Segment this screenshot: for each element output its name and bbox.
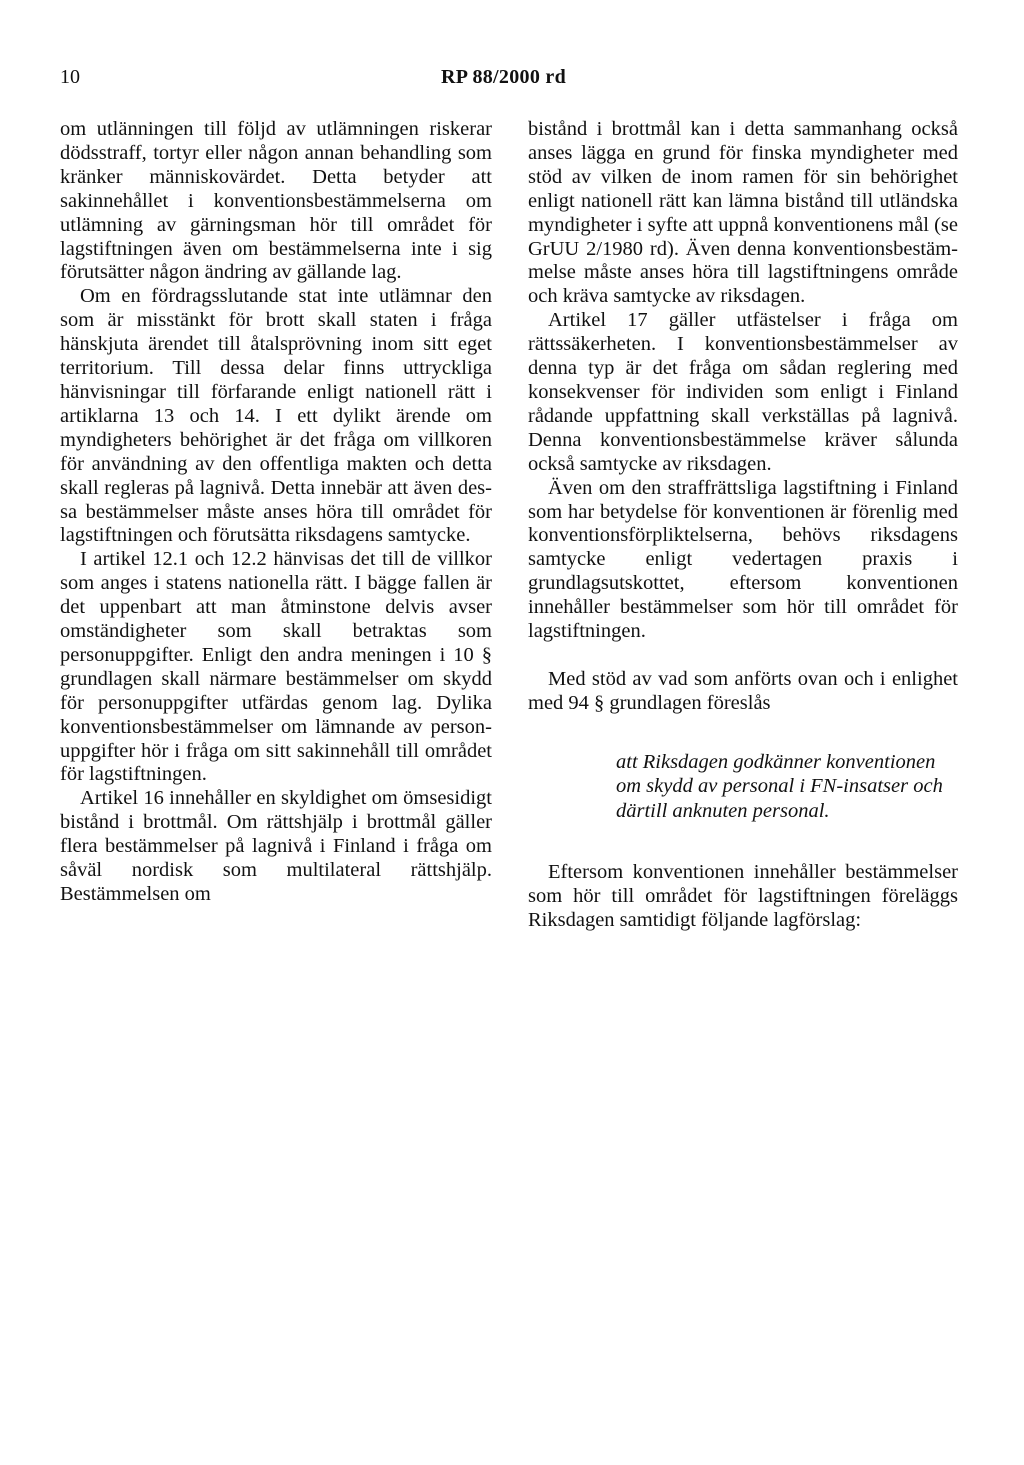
paragraph: om utlänningen till följd av utlämningen riskerar dödsstraff, tortyr eller någon annan behandling som kränker människovärdet. Detta betyder att sakinnehållet i konventionsbestämmelserna om utlämning av gärningsman hör till området för lagstiftningen även om bestämmelserna inte i sig förutsätter någon ändring av gällande lag. bbox=[60, 118, 492, 284]
proposal-clause: att Riksdagen godkänner konventionen om skydd av personal i FN-insatser och därtill anknuten personal. bbox=[616, 750, 943, 822]
document-id: RP 88/2000 rd bbox=[441, 66, 567, 88]
paragraph: Om en fördragsslutande stat inte utlämnar den som är misstänkt för brott skall staten i fråga hänskjuta ärendet till åtalsprövning inom sitt eget territorium. Till dessa delar finns uttryckliga hänvisningar till förfarande enligt nationell rätt i artiklarna 13 och 14. I ett dylikt ärende om myndigheters behörighet är det fråga om villkoren för användning av den offentliga makten och detta skall regleras på lagnivå. Detta innebär att även dessa bestämmelser måste anses höra till området för lagstiftningen och förutsätta riksdagens samtycke. bbox=[60, 285, 492, 547]
page-number: 10 bbox=[60, 66, 80, 88]
paragraph: I artikel 12.1 och 12.2 hänvisas det till de villkor som anges i statens nationella rätt. I bägge fallen är det uppenbart att man åtminstone delvis avser omständigheter som skall betraktas som personuppgifter. Enligt den andra meningen i 10 § grundlagen skall närmare bestämmelser om skydd för personuppgifter utfärdas genom lag. Dylika konventionsbestämmelser om lämnande av personuppgifter hör i fråga om sitt sakinnehåll till området för lagstiftningen. bbox=[60, 548, 492, 786]
paragraph: Även om den straffrättsliga lagstiftning i Finland som har betydelse för konventionen är förenlig med konventionsförpliktelserna, behövs riksdagens samtycke enligt vedertagen praxis i grundlagsutskottet, eftersom konventionen innehåller bestämmelser som hör till området för lagstiftningen. bbox=[528, 476, 958, 643]
paragraph: bistånd i brottmål kan i detta sammanhang också anses lägga en grund för finska myndigheter med stöd av vilken de inom ramen för sin behörighet enligt nationell rätt kan lämna bistånd till utländska myndigheter i syfte att uppnå konventionens mål (se GrUU 2/1980 rd). Även denna konventionsbestämmelse måste anses höra till lagstiftningens område och kräva samtycke av riksdagen. bbox=[528, 118, 958, 308]
left-column bbox=[60, 118, 492, 907]
paragraph: Artikel 16 innehåller en skyldighet om ömsesidigt bistånd i brottmål. Om rättshjälp i brottmål gäller flera bestämmelser på lagnivå i Finland i fråga om såväl nordisk som multilateral rättshjälp. Bestämmelsen om bbox=[60, 787, 492, 905]
right-column bbox=[528, 118, 958, 933]
paragraph: Eftersom konventionen innehåller bestämmelser som hör till området för lagstiftningen föreläggs Riksdagen samtidigt följande lagförslag: bbox=[528, 861, 958, 932]
paragraph: Med stöd av vad som anförts ovan och i enlighet med 94 § grundlagen föreslås bbox=[528, 667, 958, 714]
paragraph: Artikel 17 gäller utfästelser i fråga om rättssäkerheten. I konventionsbestämmelser av denna typ är det fråga om sådan reglering med konsekvenser för individen som enligt i Finland rådande uppfattning skall verkställas på lagnivå. Denna konventionsbestämmelse kräver sålunda också samtycke av riksdagen. bbox=[528, 309, 958, 475]
